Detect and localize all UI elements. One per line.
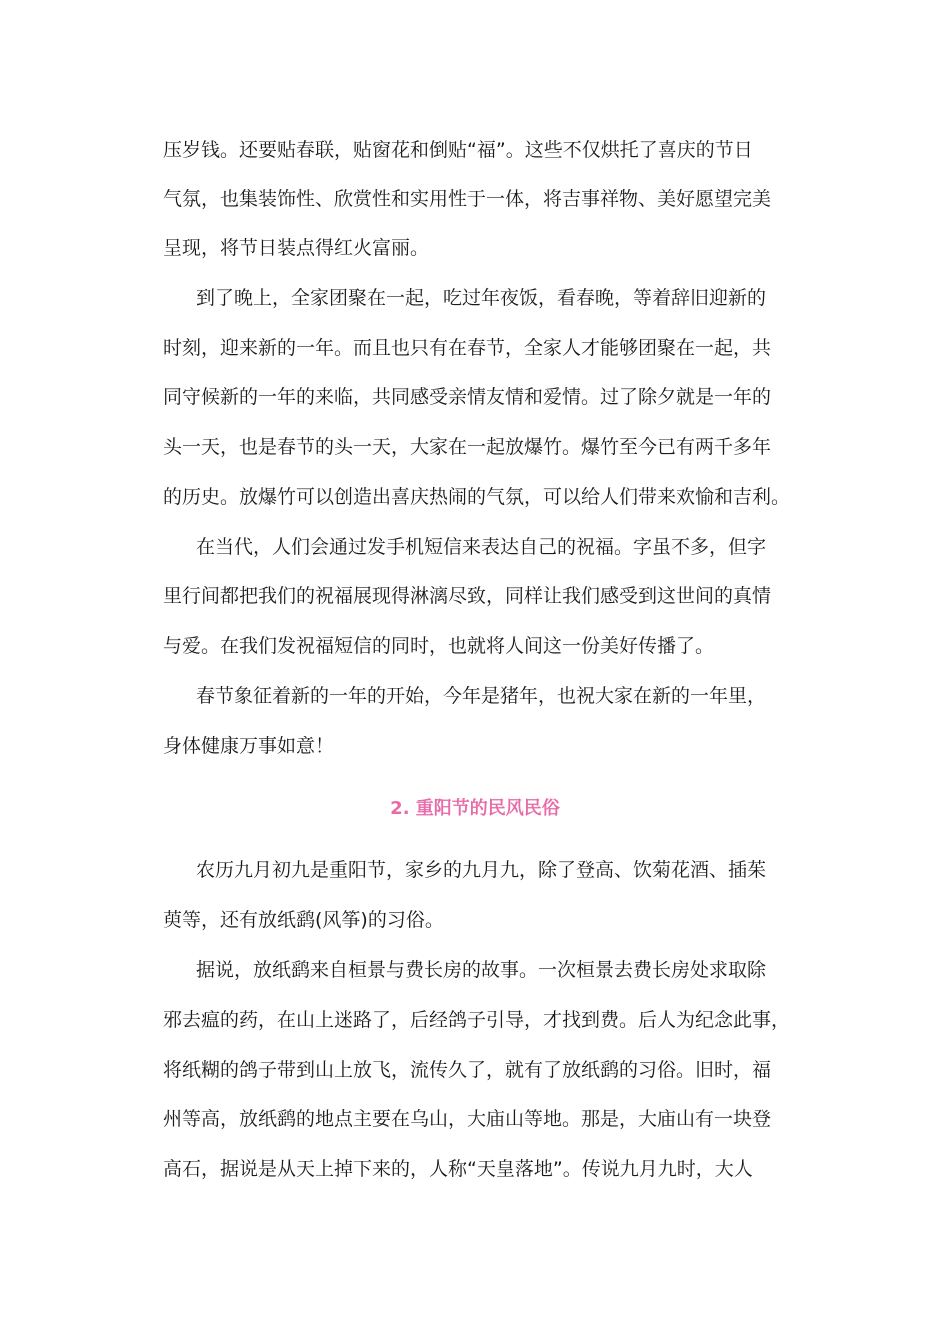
text-line: 同守候新的一年的来临，共同感受亲情友情和爱情。过了除夕就是一年的 — [163, 386, 772, 408]
text-line: 春节象征着新的一年的开始，今年是猪年，也祝大家在新的一年里， — [196, 685, 767, 707]
text-line: 据说，放纸鹞来自桓景与费长房的故事。一次桓景去费长房处求取除 — [196, 959, 767, 981]
text-line: 到了晚上，全家团聚在一起，吃过年夜饭，看春晚，等着辞旧迎新的 — [196, 287, 767, 309]
text-line: 萸等，还有放纸鹞(风筝)的习俗。 — [163, 909, 444, 931]
text-line: 时刻，迎来新的一年。而且也只有在春节，全家人才能够团聚在一起，共 — [163, 337, 772, 359]
text-line: 压岁钱。还要贴春联，贴窗花和倒贴“福”。这些不仅烘托了喜庆的节日 — [163, 139, 753, 161]
text-line: 呈现，将节日装点得红火富丽。 — [163, 237, 430, 259]
text-line: 在当代，人们会通过发手机短信来表达自己的祝福。字虽不多，但字 — [196, 536, 767, 558]
text-line: 与爱。在我们发祝福短信的同时，也就将人间这一份美好传播了。 — [163, 635, 715, 657]
text-line: 邪去瘟的药，在山上迷路了，后经鸽子引导，才找到费。后人为纪念此事， — [163, 1009, 791, 1031]
text-line: 将纸糊的鸽子带到山上放飞，流传久了，就有了放纸鹞的习俗。旧时，福 — [163, 1059, 772, 1081]
text-line: 高石，据说是从天上掉下来的，人称“天皇落地”。传说九月九时，大人 — [163, 1158, 753, 1180]
text-line: 的历史。放爆竹可以创造出喜庆热闹的气氛，可以给人们带来欢愉和吉利。 — [163, 486, 791, 508]
text-line: 头一天，也是春节的头一天，大家在一起放爆竹。爆竹至今已有两千多年 — [163, 436, 772, 458]
text-line: 农历九月初九是重阳节，家乡的九月九，除了登高、饮菊花酒、插茱 — [196, 859, 767, 881]
text-line: 州等高，放纸鹞的地点主要在乌山，大庙山等地。那是，大庙山有一块登 — [163, 1108, 772, 1130]
section-heading: 2. 重阳节的民风民俗 — [390, 798, 560, 819]
text-line: 气氛，也集装饰性、欣赏性和实用性于一体，将吉事祥物、美好愿望完美 — [163, 188, 772, 210]
text-line: 里行间都把我们的祝福展现得淋漓尽致，同样让我们感受到这世间的真情 — [163, 585, 772, 607]
text-line: 身体健康万事如意！ — [163, 735, 335, 757]
